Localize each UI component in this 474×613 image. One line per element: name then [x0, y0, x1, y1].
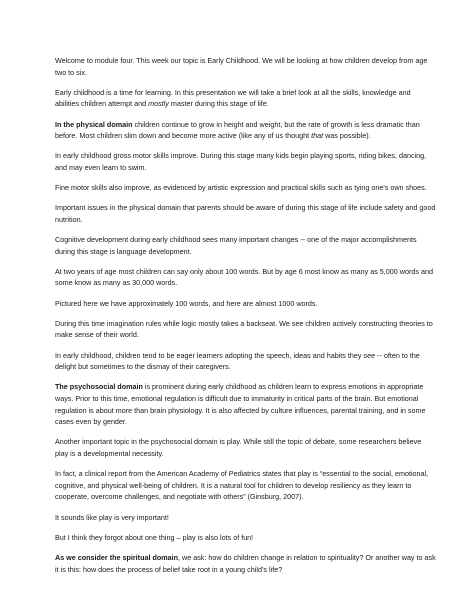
paragraph-safety [55, 202, 436, 225]
paragraph-text: is prominent during early childhood as children learn to express emotions in appropriate ways. Prior to this time, emotional regulation is difficult due to immaturity in critical parts of the brain. But emotional regulation is about more than brain physiology. It is also affected by culture influences, parental training, and in some cases even by gender. [55, 382, 426, 427]
paragraph-fine-motor [55, 182, 436, 194]
paragraph-text: But I think they forgot about one thing – play is also lots of fun! [55, 532, 254, 542]
paragraph-text: In early childhood, children tend to be eager learners adopting the speech, ideas and habits they see -- often to the delight but sometimes to the dismay of their caregivers. [55, 350, 420, 372]
paragraph-vocabulary [55, 266, 436, 289]
paragraph-text: master during this stage of life. [168, 99, 269, 109]
paragraph-text: , we ask: how do children change in relation to spirituality? Or another way to ask it is this: how does the process of belief take root in a young child’s life? [55, 552, 436, 574]
paragraph-text: was possible). [323, 131, 371, 141]
paragraph-cognitive [55, 234, 436, 257]
paragraph-text: Important issues in the physical domain that parents should be aware of during this stage of life include safety and good nutrition. [55, 203, 436, 224]
paragraph-text: At two years of age most children can say only about 100 words. But by age 6 most know as many as 5,000 words and some know as many as 30,000 words. [55, 266, 433, 288]
paragraph-text: Cognitive development during early childhood sees many important changes -- one of the major accomplishments during this stage is language development. [55, 235, 417, 256]
paragraph-text: Another important topic in the psychosocial domain is play. While still the topic of debate, some researchers believe play is a developmental necessity. [55, 437, 422, 458]
paragraph-text: In early childhood gross motor skills improve. During this stage many kids begin playing sports, riding bikes, dancing, and may even learn to swim. [55, 151, 427, 172]
paragraph-early-childhood [55, 87, 436, 110]
heading-spiritual-domain: As we consider the spiritual domain [55, 552, 179, 562]
paragraph-clinical-report [55, 468, 436, 503]
paragraph-play [55, 436, 436, 459]
paragraph-play-fun [55, 532, 436, 544]
emphasis-mostly: mostly [148, 99, 169, 109]
paragraph-physical-domain [55, 119, 436, 142]
paragraph-text: In fact, a clinical report from the American Academy of Pediatrics states that play is “essential to the social, emotional, cognitive, and physical well-being of children. It is a natural tool for children to develop resiliency as they learn to cooperate, overcome challenges, and negotiate with others” (Ginsburg, 2007). [55, 469, 429, 502]
paragraph-imagination [55, 318, 436, 341]
heading-physical-domain: In the physical domain [55, 119, 133, 129]
paragraph-text: Welcome to module four. This week our topic is Early Childhood. We will be looking at how children develop from age two to six. [55, 56, 428, 77]
paragraph-play-important [55, 512, 436, 524]
paragraph-intro [55, 55, 436, 78]
paragraph-text: During this time imagination rules while logic mostly takes a backseat. We see children actively constructing theories to make sense of their world. [55, 318, 433, 340]
paragraph-text: It sounds like play is very important! [55, 512, 169, 522]
heading-psychosocial-domain: The psychosocial domain [55, 382, 143, 392]
paragraph-text: Early childhood is a time for learning. In this presentation we will take a brief look at all the skills, knowledge and abilities children attempt and [55, 87, 411, 109]
paragraph-text: children continue to grow in height and weight, but the rate of growth is less dramatic than before. Most children slim down and become more active (like any of us thought [55, 119, 420, 141]
paragraph-psychosocial [55, 381, 436, 427]
paragraph-text: Fine motor skills also improve, as evidenced by artistic expression and practical skills such as tying one's own shoes. [55, 183, 427, 193]
paragraph-eager-learners [55, 350, 436, 373]
paragraph-text: Pictured here we have approximately 100 words, and here are almost 1000 words. [55, 298, 318, 308]
emphasis-that: that [311, 131, 324, 141]
paragraph-pictured [55, 298, 436, 310]
paragraph-spiritual [55, 552, 436, 575]
paragraph-gross-motor [55, 150, 436, 173]
